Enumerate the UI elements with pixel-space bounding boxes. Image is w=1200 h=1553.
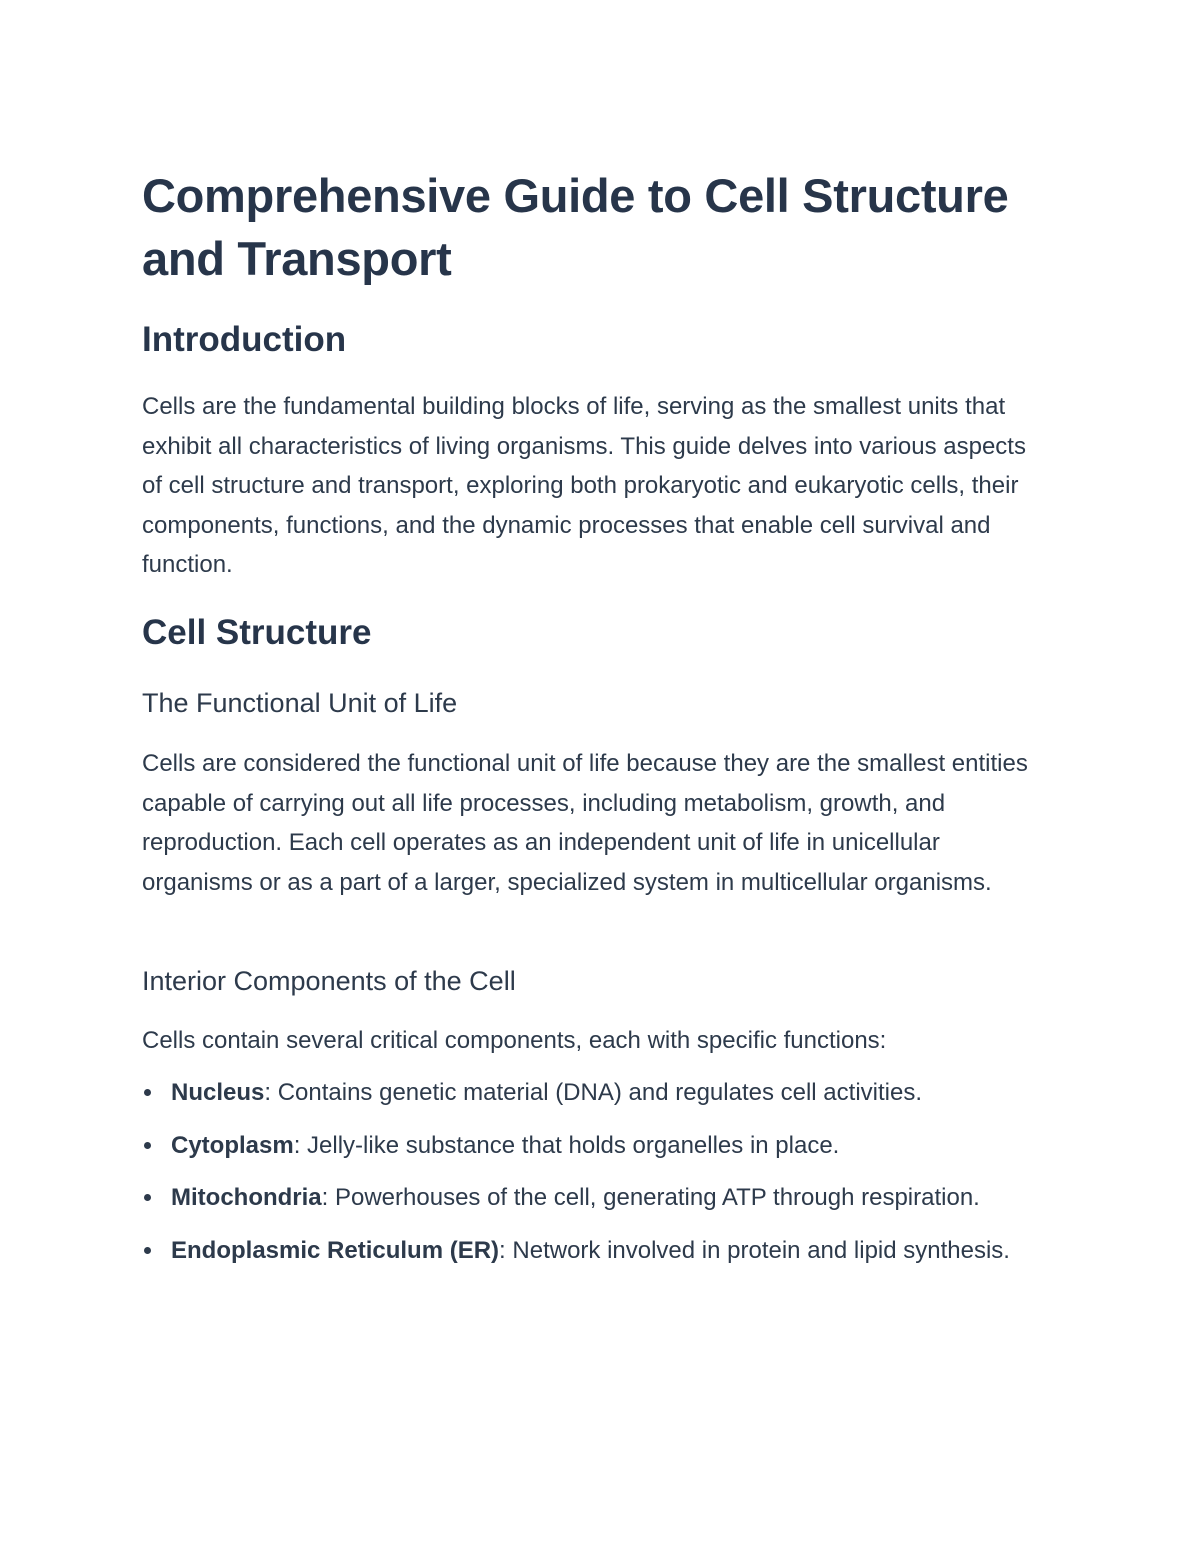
component-term: Cytoplasm (171, 1131, 294, 1159)
bullet-icon (144, 1089, 151, 1096)
bullet-icon (144, 1194, 151, 1201)
component-description: : Network involved in protein and lipid synthesis. (499, 1236, 1010, 1264)
component-term: Endoplasmic Reticulum (ER) (171, 1236, 500, 1264)
functional-unit-paragraph: Cells are considered the functional unit of life because they are the smallest entities capable of carrying out all life processes, including metabolism, growth, and reproduction. Each cell operates as an independent unit of life in unicellular organisms or as a part of a larger, specialized system in multicellular organisms. (142, 750, 1028, 896)
introduction-paragraph: Cells are the fundamental building blocks of life, serving as the smallest units that exhibit all characteristics of living organisms. This guide delves into various aspects of cell structure and transport, exploring both prokaryotic and eukaryotic cells, their components, functions, and the dynamic processes that enable cell survival and function. (142, 393, 1026, 578)
component-term: Nucleus (171, 1079, 265, 1106)
bullet-icon (144, 1142, 151, 1149)
component-term: Mitochondria (171, 1184, 322, 1211)
list-item (142, 1126, 1052, 1166)
component-description: : Jelly-like substance that holds organelles in place. (293, 1131, 840, 1159)
component-description: : Contains genetic material (DNA) and regulates cell activities. (264, 1079, 922, 1106)
bullet-icon (144, 1247, 151, 1254)
interior-components-intro: Cells contain several critical components, each with specific functions: (142, 1027, 887, 1054)
section-heading-cell-structure: Cell Structure (142, 613, 372, 652)
subsection-heading-functional-unit: The Functional Unit of Life (142, 688, 458, 718)
list-item (142, 1178, 1052, 1218)
list-item (142, 1073, 1052, 1113)
document-title: Comprehensive Guide to Cell Structure and Transport (142, 169, 1009, 285)
components-list (142, 1073, 1052, 1283)
section-heading-introduction: Introduction (142, 320, 347, 359)
component-description: : Powerhouses of the cell, generating ATP through respiration. (321, 1184, 980, 1211)
list-item (142, 1231, 1052, 1271)
subsection-heading-interior-components: Interior Components of the Cell (142, 966, 516, 996)
